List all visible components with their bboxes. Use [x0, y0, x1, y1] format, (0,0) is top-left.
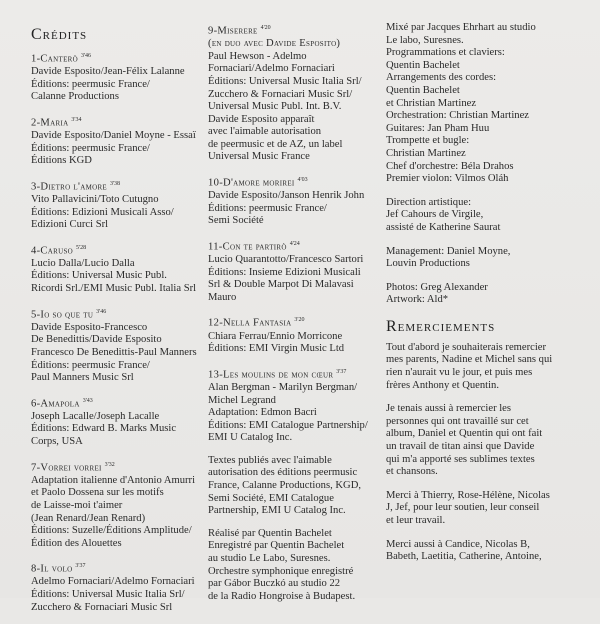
credit-line: Alan Bergman - Marilyn Bergman/ — [208, 381, 358, 393]
credit-line: Tout d'abord je souhaiterais remercier — [386, 341, 547, 353]
track-duration: 3'43 — [82, 397, 93, 404]
track-title-text: 11-Con te partirò — [208, 241, 287, 253]
track-credit — [208, 366, 380, 445]
credit-line: Orchestre symphonique enregistré — [208, 565, 354, 577]
credit-line: Adelmo Fornaciari/Adelmo Fornaciari — [31, 576, 195, 588]
credit-line: Calanne Productions — [31, 91, 119, 103]
credit-line: Réalisé par Quentin Bachelet — [208, 527, 332, 539]
track-credit — [31, 178, 203, 232]
track-credit — [208, 314, 380, 355]
credit-line: Éditions: Suzelle/Éditions Amplitude/ — [31, 525, 192, 537]
credits-column-1 — [31, 22, 203, 624]
track-title-text: 13-Les moulins de mon cœur — [208, 369, 334, 381]
production-credit — [386, 197, 576, 235]
production-credit — [386, 282, 576, 307]
track-credit — [31, 114, 203, 168]
credit-line: Éditions: peermusic France/ — [31, 359, 150, 371]
credit-line: Babeth, Laetitia, Catherine, Antoine, — [386, 551, 542, 563]
credit-line: (Jean Renard/Jean Renard) — [31, 512, 146, 524]
credit-line: qui m'a apporté ses sublimes textes — [386, 453, 535, 465]
track-credit — [208, 455, 380, 518]
track-credit — [208, 238, 380, 305]
credit-line: Éditions: Insieme Edizioni Musicali — [208, 266, 361, 278]
credit-line: Davide Esposito-Francesco — [31, 321, 148, 333]
credit-line: Éditions: peermusic France/ — [208, 202, 327, 214]
production-credit — [386, 22, 576, 186]
thanks-heading: Remerciements — [386, 317, 496, 335]
credit-line: Universal Music France — [208, 151, 310, 163]
credit-line: Éditions: peermusic France/ — [31, 142, 150, 154]
track-duration: 3'32 — [104, 461, 115, 468]
credit-line: frères Anthony et Quentin. — [386, 379, 499, 391]
credit-line: Éditions: EMI Virgin Music Ltd — [208, 343, 345, 355]
credits-heading: Crédits — [31, 26, 88, 43]
track-credit — [208, 22, 380, 164]
track-credit — [31, 306, 203, 385]
track-duration: 3'46 — [96, 308, 107, 315]
credit-line: et chansons. — [386, 466, 438, 478]
credit-line: Éditions: Universal Music Publ. — [31, 270, 167, 282]
track-title — [31, 114, 203, 130]
credit-line: Artwork: Ald* — [386, 294, 449, 306]
credit-line: avec l'aimable autorisation — [208, 126, 322, 138]
track-duration: 3'20 — [294, 317, 305, 324]
credit-line: et Paolo Dossena sur les motifs — [31, 487, 164, 499]
credit-line: Mixé par Jacques Ehrhart au studio — [386, 22, 536, 33]
credit-line: Zucchero & Fornaciari Music Srl — [31, 601, 173, 613]
credit-line: Premier violon: Vilmos Oláh — [386, 173, 509, 185]
credits-column-3 — [386, 22, 576, 575]
track-title-text: 9-Miserere — [208, 25, 258, 37]
credit-line: (en duo avec Davide Esposito) — [208, 38, 341, 50]
credit-line: Jef Cahours de Virgile, — [386, 209, 484, 221]
track-duration: 3'46 — [80, 53, 92, 59]
thanks-paragraph — [386, 342, 576, 392]
credit-line: Davide Esposito/Jean-Félix Lalanne — [31, 66, 185, 78]
track-title-text: 6-Amapola — [31, 398, 80, 410]
credit-line: Universal Music Publ. Int. B.V. — [208, 101, 342, 113]
credit-line: Textes publiés avec l'aimable — [208, 454, 332, 466]
track-title — [208, 174, 380, 190]
thanks-paragraph — [386, 490, 576, 528]
credit-line: Joseph Lacalle/Joseph Lacalle — [31, 410, 160, 422]
credit-line: Merci aussi à Candice, Nicolas B, — [386, 538, 530, 550]
credit-line: Christian Martinez — [386, 147, 466, 159]
credit-line: Adaptation italienne d'Antonio Amurri — [31, 474, 196, 486]
credit-line: de Laisse-moi t'aimer — [31, 499, 123, 511]
credit-line: mes parents, Nadine et Michel sans qui — [386, 354, 553, 366]
credits-column-2 — [208, 22, 380, 613]
credit-line: Programmations et claviers: — [386, 47, 505, 59]
credit-line: Zucchero & Fornaciari Music Srl/ — [208, 88, 353, 100]
track-credit — [208, 174, 380, 228]
credit-line: Srl & Double Marpot Di Malavasi — [208, 279, 354, 291]
track-credit — [31, 560, 203, 614]
credit-line: au studio Le Labo, Suresnes. — [208, 553, 331, 565]
credit-line: Éditions: Universal Music Italia Srl/ — [31, 589, 185, 601]
credit-line: Éditions: peermusic France/ — [31, 78, 150, 90]
track-title-text: 10-D'amore morirei — [208, 177, 295, 189]
credit-line: Francesco De Benedittis-Paul Manners — [31, 346, 197, 358]
credit-line: assisté de Katherine Saurat — [386, 221, 501, 233]
track-title — [31, 242, 203, 258]
track-title — [208, 238, 380, 254]
credit-line: Orchestration: Christian Martinez — [386, 110, 529, 122]
production-credit — [386, 246, 576, 271]
track-duration: 5'28 — [75, 244, 87, 251]
credit-line: EMI U Catalog Inc. — [208, 432, 293, 444]
credit-line: Guitares: Jan Pham Huu — [386, 122, 490, 134]
track-title-text: 1-Canterò — [31, 53, 78, 65]
credit-line: Direction artistique: — [386, 196, 472, 208]
track-title-text: 2-Maria — [31, 117, 69, 129]
credit-line: Édition des Alouettes — [31, 537, 122, 549]
credit-line: autorisation des éditions peermusic — [208, 467, 358, 479]
credit-line: Paul Manners Music Srl — [31, 372, 134, 384]
track-title — [31, 50, 203, 66]
track-credit — [31, 459, 203, 551]
track-title-text: 8-Il volo — [31, 563, 73, 575]
credit-line: de la Radio Hongroise à Budapest. — [208, 590, 356, 602]
track-title — [31, 560, 203, 576]
credit-line: Trompette et bugle: — [386, 135, 470, 147]
credit-line: Arrangements des cordes: — [386, 72, 497, 84]
track-title — [31, 306, 203, 322]
credit-line: Merci à Thierry, Rose-Hélène, Nicolas — [386, 489, 550, 501]
credit-line: Michel Legrand — [208, 394, 276, 406]
track-duration: 4'03 — [297, 177, 308, 184]
track-title — [31, 395, 203, 411]
track-duration: 3'37 — [75, 563, 86, 570]
track-duration: 4'24 — [289, 240, 300, 247]
credit-line: Semi Société, EMI Catalogue — [208, 492, 334, 504]
credit-line: un travail de titan ainsi que Davide — [386, 441, 535, 453]
track-duration: 3'37 — [336, 368, 347, 375]
credit-line: J, Jef, pour leur soutien, leur conseil — [386, 502, 540, 514]
credit-line: Vito Pallavicini/Toto Cutugno — [31, 193, 159, 205]
thanks-paragraph — [386, 539, 576, 564]
track-duration: 3'38 — [109, 180, 121, 187]
track-duration: 4'20 — [260, 25, 271, 31]
credit-line: Adaptation: Edmon Bacri — [208, 407, 317, 419]
credit-line: par Gábor Buczkó au studio 22 — [208, 578, 341, 590]
credit-line: Quentin Bachelet — [386, 59, 460, 71]
thanks-paragraph — [386, 403, 576, 479]
credit-line: Ricordi Srl./EMI Music Publ. Italia Srl — [31, 283, 197, 295]
credit-line: Davide Esposito apparaît — [208, 113, 315, 125]
credit-line: Semi Société — [208, 215, 264, 227]
credit-line: Éditions: Edward B. Marks Music — [31, 423, 177, 435]
credit-line: et Christian Martinez — [386, 97, 477, 109]
track-title — [208, 366, 380, 382]
credit-line: et leur travail. — [386, 515, 446, 526]
credit-line: de peermusic et de AZ, un label — [208, 138, 343, 150]
credit-line: rien n'aurait vu le jour, et puis mes — [386, 367, 533, 379]
credit-line: Chef d'orchestre: Béla Drahos — [386, 160, 514, 172]
track-title-text: 7-Vorrei vorrei — [31, 462, 102, 474]
credit-line: Mauro — [208, 291, 237, 303]
credit-line: Photos: Greg Alexander — [386, 281, 488, 293]
credit-line: Le labo, Suresnes. — [386, 34, 464, 46]
track-title — [208, 314, 380, 330]
track-title — [31, 459, 203, 475]
credit-line: France, Calanne Productions, KGD, — [208, 480, 361, 492]
credit-line: Éditions: Universal Music Italia Srl/ — [208, 75, 362, 87]
track-title-text: 12-Nella Fantasia — [208, 318, 292, 329]
credit-line: Je tenais aussi à remercier les — [386, 403, 512, 415]
track-credit — [31, 242, 203, 296]
track-credit — [31, 50, 203, 104]
credit-line: album, Daniel et Quentin qui ont fait — [386, 428, 543, 440]
credit-line: Enregistré par Quentin Bachelet — [208, 540, 345, 552]
credit-line: Paul Hewson - Adelmo — [208, 50, 307, 62]
track-credit — [208, 528, 380, 604]
credit-line: Fornaciari/Adelmo Fornaciari — [208, 63, 335, 75]
track-title — [208, 22, 380, 38]
track-title-text: 4-Caruso — [31, 245, 74, 257]
credit-line: Éditions: EMI Catalogue Partnership/ — [208, 419, 368, 431]
credit-line: Davide Esposito/Janson Henrik John — [208, 190, 365, 202]
credit-line: Edizioni Curci Srl — [31, 219, 109, 231]
credit-line: Davide Esposito/Daniel Moyne - Essaï — [31, 130, 196, 142]
track-duration: 3'34 — [71, 116, 82, 123]
track-title — [31, 178, 203, 194]
track-title-text: 3-Dietro l'amore — [31, 181, 107, 193]
credit-line: Lucio Dalla/Lucio Dalla — [31, 257, 135, 269]
credit-line: Louvin Productions — [386, 258, 470, 270]
credit-line: Quentin Bachelet — [386, 84, 460, 96]
credit-line: Partnership, EMI U Catalog Inc. — [208, 505, 346, 517]
credit-line: Éditions KGD — [31, 155, 92, 167]
credit-line: Lucio Quarantotto/Francesco Sartori — [208, 254, 364, 266]
credit-line: Éditions: Edizioni Musicali Asso/ — [31, 206, 174, 218]
track-credit — [31, 395, 203, 449]
credit-line: Chiara Ferrau/Ennio Morricone — [208, 330, 343, 342]
track-title-text: 5-Io so que tu — [31, 309, 94, 321]
credit-line: De Benedittis/Davide Esposito — [31, 334, 162, 346]
credit-line: Corps, USA — [31, 436, 83, 448]
credit-line: personnes qui ont travaillé sur cet — [386, 415, 529, 427]
credit-line: Management: Daniel Moyne, — [386, 245, 511, 257]
